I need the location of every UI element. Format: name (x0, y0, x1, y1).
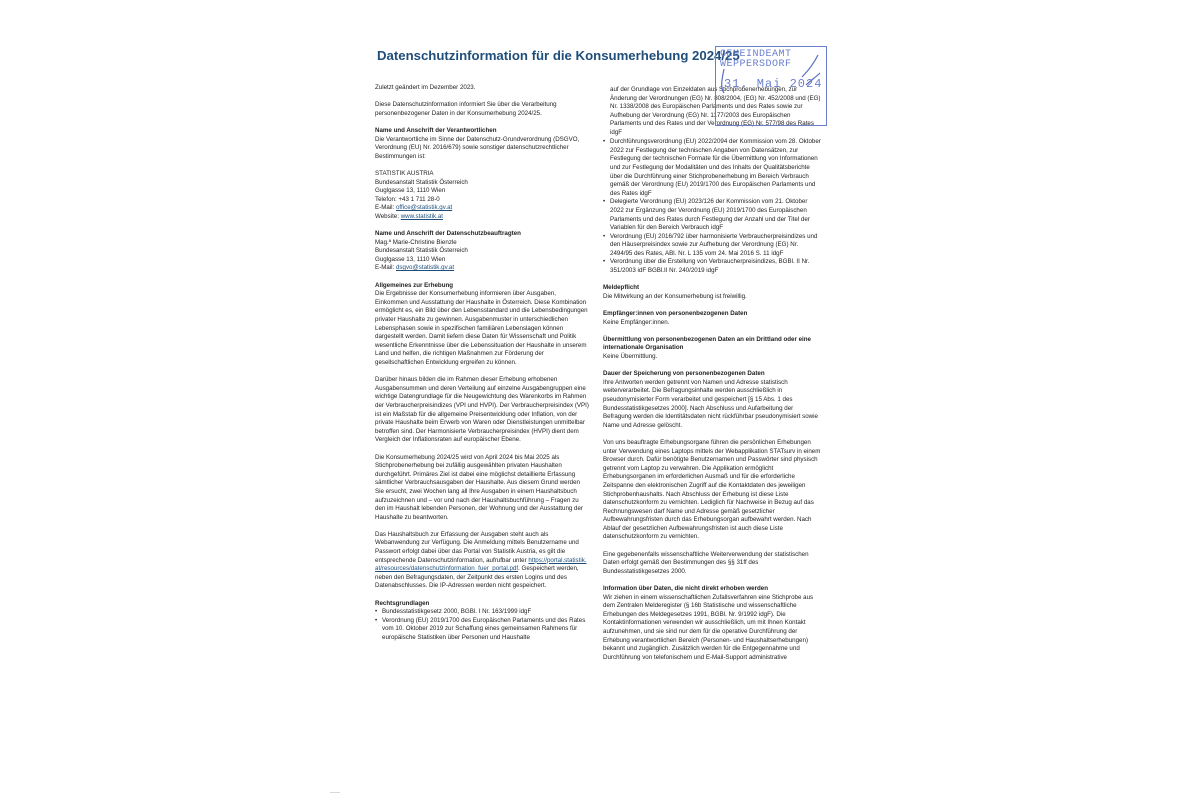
dpo-email-line (375, 264, 589, 273)
dpo-name: Mag.ª Marie-Christine Bienzle (375, 238, 457, 246)
dpo-email-label: E-Mail: (375, 264, 396, 272)
dpo-heading: Name und Anschrift der Datenschutzbeauftragten (375, 230, 521, 238)
address-street: Guglgasse 13, 1110 Wien (375, 187, 446, 195)
address-email-line (375, 204, 589, 213)
indirect-data-paragraph: Wir ziehen in einem wissenschaftlichen Zufallsverfahren eine Stichprobe aus dem Zentralen Melderegister (§ 16b Statistische und wissenschaftliche Erhebungen des Meldegesetzes 1991, BGBl. Nr. 9/1992 idgF). Die Kontaktinformationen verwenden wir ausschließlich, um mit Ihnen Kontakt aufzunehmen, und sie sind nur dem für die operative Durchführung der Erhebung verantwortlichen Bereich (Personen- und Haushaltserhebungen) bekannt und zugänglich. Zusätzlich werden für die Entgegennahme und Durchführung von telefonischem und E-Mail-Support administrative (603, 593, 814, 661)
legal-basis-heading: Rechtsgrundlagen (375, 599, 430, 607)
address-phone: Telefon: +43 1 711 28-0 (375, 195, 440, 203)
legal-basis-list-continued (603, 138, 821, 276)
legal-basis-item: • Bundesstatistikgesetz 2000, BGBl. I Nr. 163/1999 idgF (382, 608, 589, 617)
controller-address (375, 170, 589, 222)
general-paragraph-3: Die Konsumerhebung 2024/25 wird von April 2024 bis Mai 2025 als Stichprobenerhebung bei zufällig ausgewählten privaten Haushalten durchgeführt. Primäres Ziel ist dabei eine möglichst detaillierte Erfassung sämtlicher Verbrauchsausgaben der Haushalte. Aus diesem Grund werden Sie ersucht, zwei Wochen lang all Ihre Ausgaben in einem Haushaltsbuch aufzuzeichnen und – vor und nach der Haushaltsbuchführung – Fragen zu den im Haushalt lebenden Personen, der Wohnung und der Ausstattung der Haushalte zu beantworten. (375, 453, 583, 521)
legal-basis-item: • Verordnung (EU) 2019/1700 des Europäischen Parlaments und des Rates vom 10. Oktober 2019 zur Schaffung eines gemeinsamen Rahmens für europäische Statistiken über Personen und Haushalte (382, 617, 589, 643)
stamp-date: 31. Mai 2024 (724, 77, 823, 91)
controller-heading: Name und Anschrift der Verantwortlichen (375, 126, 497, 134)
address-name: STATISTIK AUSTRIA (375, 169, 434, 177)
storage-paragraph-1: Ihre Antworten werden getrennt von Namen und Adresse statistisch weiterverarbeitet. Die Befragungsinhalte werden ausschließlich in pseudonymisierter Form verarbeitet und gespeichert [§ 15 Abs. 1 des Bundesstatistikgesetzes 2000]. Nach Abschluss und Aufarbeitung der Befragung werden die Identitätsdaten nicht rückführbar pseudonymisiert sowie Name und Adresse gelöscht. (603, 378, 818, 429)
dpo-email-link[interactable]: dsgvo@statistik.gv.at (395, 264, 455, 272)
general-paragraph-4 (375, 531, 589, 591)
portal-privacy-link[interactable]: https://portal.statistik.at/resources/datenschutzinformation_fuer_portal.pdf (375, 556, 587, 573)
general-heading: Allgemeines zur Erhebung (375, 281, 454, 289)
municipal-office-stamp (715, 46, 827, 126)
third-country-text: Keine Übermittlung. (603, 353, 658, 360)
legal-basis-continuation: auf der Grundlage von Einzeldaten aus Stichprobenerhebungen, zur Änderung der Verordnungen (EG) Nr. 808/2004, (EG) Nr. 452/2008 und (EG) Nr. 1338/2008 des Europäischen Parlaments und des Rates sowie zur Aufhebung der Verordnung (EG) Nr. 1177/2003 des Europäischen Parlaments und des Rates und der Verordnung (EG) Nr. 577/98 des Rates idgF (610, 86, 821, 136)
office-email-link[interactable]: office@statistik.gv.at (395, 204, 453, 212)
address-org: Bundesanstalt Statistik Österreich (375, 178, 468, 186)
intro-paragraph: Diese Datenschutzinformation informiert Sie über die Verarbeitung personenbezogener Daten in der Konsumerhebung 2024/25. (375, 101, 557, 117)
legal-basis-item: • Durchführungsverordnung (EU) 2022/2094 der Kommission vom 28. Oktober 2022 zur Festlegung der technischen Angaben von Datensätzen, zur Festlegung der technischen Formate für die Übermittlung von Informationen und zur Festlegung der Modalitäten und des Inhalts der Qualitätsberichte über die Durchführung einer Stichprobenerhebung im Bereich Verbrauch gemäß der Verordnung (EU) 2019/1700 des Europäischen Parlaments und des Rates idgF (610, 138, 821, 198)
recipients-text: Keine Empfänger:innen. (603, 318, 670, 326)
legal-basis-list (375, 608, 589, 642)
website-link[interactable]: www.statistik.at (400, 212, 443, 220)
duty-heading: Meldepflicht (603, 284, 640, 292)
legal-basis-item: • Verordnung (EU) 2016/792 über harmonisierte Verbraucherpreisindizes und den Häuserpreisindex sowie zur Aufhebung der Verordnung (EG) Nr. 2494/95 des Rates, ABl. Nr. L 135 vom 24. Mai 2016 S. 11 idgF (610, 233, 821, 259)
legal-basis-item: • Delegierte Verordnung (EU) 2023/126 der Kommission vom 21. Oktober 2022 zur Ergänzung der Verordnung (EU) 2019/1700 des Europäischen Parlaments und des Rates durch Festlegung der Anzahl und der Titel der Variablen für den Bereich Verbrauch idgF (610, 198, 821, 232)
signature-mark (716, 47, 826, 125)
portal-text-b: . Gespeichert werden, neben den Befragungsdaten, der Zeitpunkt des ersten Logins und des Datenabschlusses. Die IP-Adressen werden nicht gespeichert. (375, 565, 579, 590)
email-label: E-Mail: (375, 204, 396, 212)
website-label: Website: (375, 212, 401, 220)
left-column (375, 84, 589, 651)
right-column (603, 86, 821, 671)
storage-heading: Dauer der Speicherung von personenbezogenen Daten (603, 370, 765, 378)
duty-text: Die Mitwirkung an der Konsumerhebung ist freiwillig. (603, 292, 747, 300)
document-page (340, 28, 880, 794)
dpo-street: Guglgasse 13, 1110 Wien (375, 255, 446, 263)
address-web-line (375, 213, 589, 222)
portal-text-a: Das Haushaltsbuch zur Erfassung der Ausgaben steht auch als Webanwendung zur Verfügung. Die Anmeldung mittels Benutzername und Passwort erfolgt dabei über das Portal von Statistik Austria, es gilt die entsprechende Datenschutzinformation, aufrufbar unter (375, 530, 579, 564)
general-paragraph-2: Darüber hinaus bilden die im Rahmen dieser Erhebung erhobenen Ausgabensummen und deren Verteilung auf einzelne Ausgabengruppen eine wichtige Datengrundlage für die Neugewichtung des Warenkorbs im Rahmen der Verbraucherpreisindizes (VPI und HVPI). Der Verbraucherpreisindex (VPI) ist ein Maßstab für die allgemeine Preisentwicklung oder Inflation, von der private Haushalte beim Erwerb von Waren oder Dienstleistungen unmittelbar betroffen sind. Der Harmonisierte Verbraucherpreisindex (HVPI) dient dem Vergleich der Inflationsraten auf europäischer Ebene. (375, 376, 589, 444)
controller-text: Die Verantwortliche im Sinne der Datenschutz-Grundverordnung (DSGVO, Verordnung (EU) Nr. 2016/679) sowie sonstiger datenschutzrechtlicher Bestimmungen ist: (375, 135, 580, 160)
dpo-address (375, 239, 589, 273)
legal-basis-item: • Verordnung über die Erstellung von Verbraucherpreisindizes, BGBl. II Nr. 351/2003 idF BGBl.II Nr. 240/2019 idgF (610, 258, 821, 275)
recipients-heading: Empfänger:innen von personenbezogenen Daten (603, 310, 748, 318)
last-changed-note: Zuletzt geändert im Dezember 2023. (375, 84, 476, 91)
storage-paragraph-3: Eine gegebenenfalls wissenschaftliche Weiterverwendung der statistischen Daten erfolgt gemäß den Bestimmungen des §§ 31ff des Bundesstatistikgesetzes 2000. (603, 550, 809, 575)
storage-paragraph-2: Von uns beauftragte Erhebungsorgane führen die persönlichen Erhebungen unter Verwendung eines Laptops mittels der Webapplikation STATsurv in einem Browser durch. Dafür benötigte Benutzernamen und Passwörter sind physisch getrennt vom Laptop zu verwahren. Die Applikation ermöglicht Erhebungsorganen im erforderlichen Ausmaß und für die erforderliche Zeitspanne den elektronischen Zugriff auf die Kontaktdaten des jeweiligen Stichprobenhaushalts. Nach Abschluss der Erhebung ist diese Liste datenschutzkonform zu vernichten. Lediglich für Nachweise in Bezug auf das Rechnungswesen darf Name und Adresse gemäß gesetzlicher Aufbewahrungsfristen durch das Erhebungsorgan aufbewahrt werden. Nach Ablauf der gesetzlichen Aufbewahrungsfristen ist auch diese Liste datenschutzkonform zu vernichten. (603, 438, 821, 541)
dpo-org: Bundesanstalt Statistik Österreich (375, 247, 468, 255)
indirect-data-heading: Information über Daten, die nicht direkt erhoben werden (603, 585, 769, 593)
third-country-heading: Übermittlung von personenbezogenen Daten an ein Drittland oder eine internationale Organisation (603, 335, 811, 352)
document-title: Datenschutzinformation für die Konsumerhebung 2024/25 (377, 48, 740, 63)
general-paragraph-1: Die Ergebnisse der Konsumerhebung informieren über Ausgaben, Einkommen und Ausstattung der Haushalte in Österreich. Diese Kombination ermöglicht es, ein Bild über den Lebensstandard und die Lebensbedingungen privater Haushalte zu gewinnen. Ausgabenmuster in unterschiedlichen Lebensphasen sowie in spezifischen familiären Lebenslagen können dargestellt werden. Damit liefern diese Daten für Wissenschaft und Politik wesentliche Erkenntnisse über die Lebenssituation der Haushalte in unserem Land und helfen, die richtigen Maßnahmen zur Förderung der gesellschaftlichen Entwicklung ergreifen zu können. (375, 290, 588, 366)
stamp-line-1: GEMEINDEAMT (720, 49, 792, 60)
stamp-line-2: WEPPERSDORF (720, 59, 792, 70)
